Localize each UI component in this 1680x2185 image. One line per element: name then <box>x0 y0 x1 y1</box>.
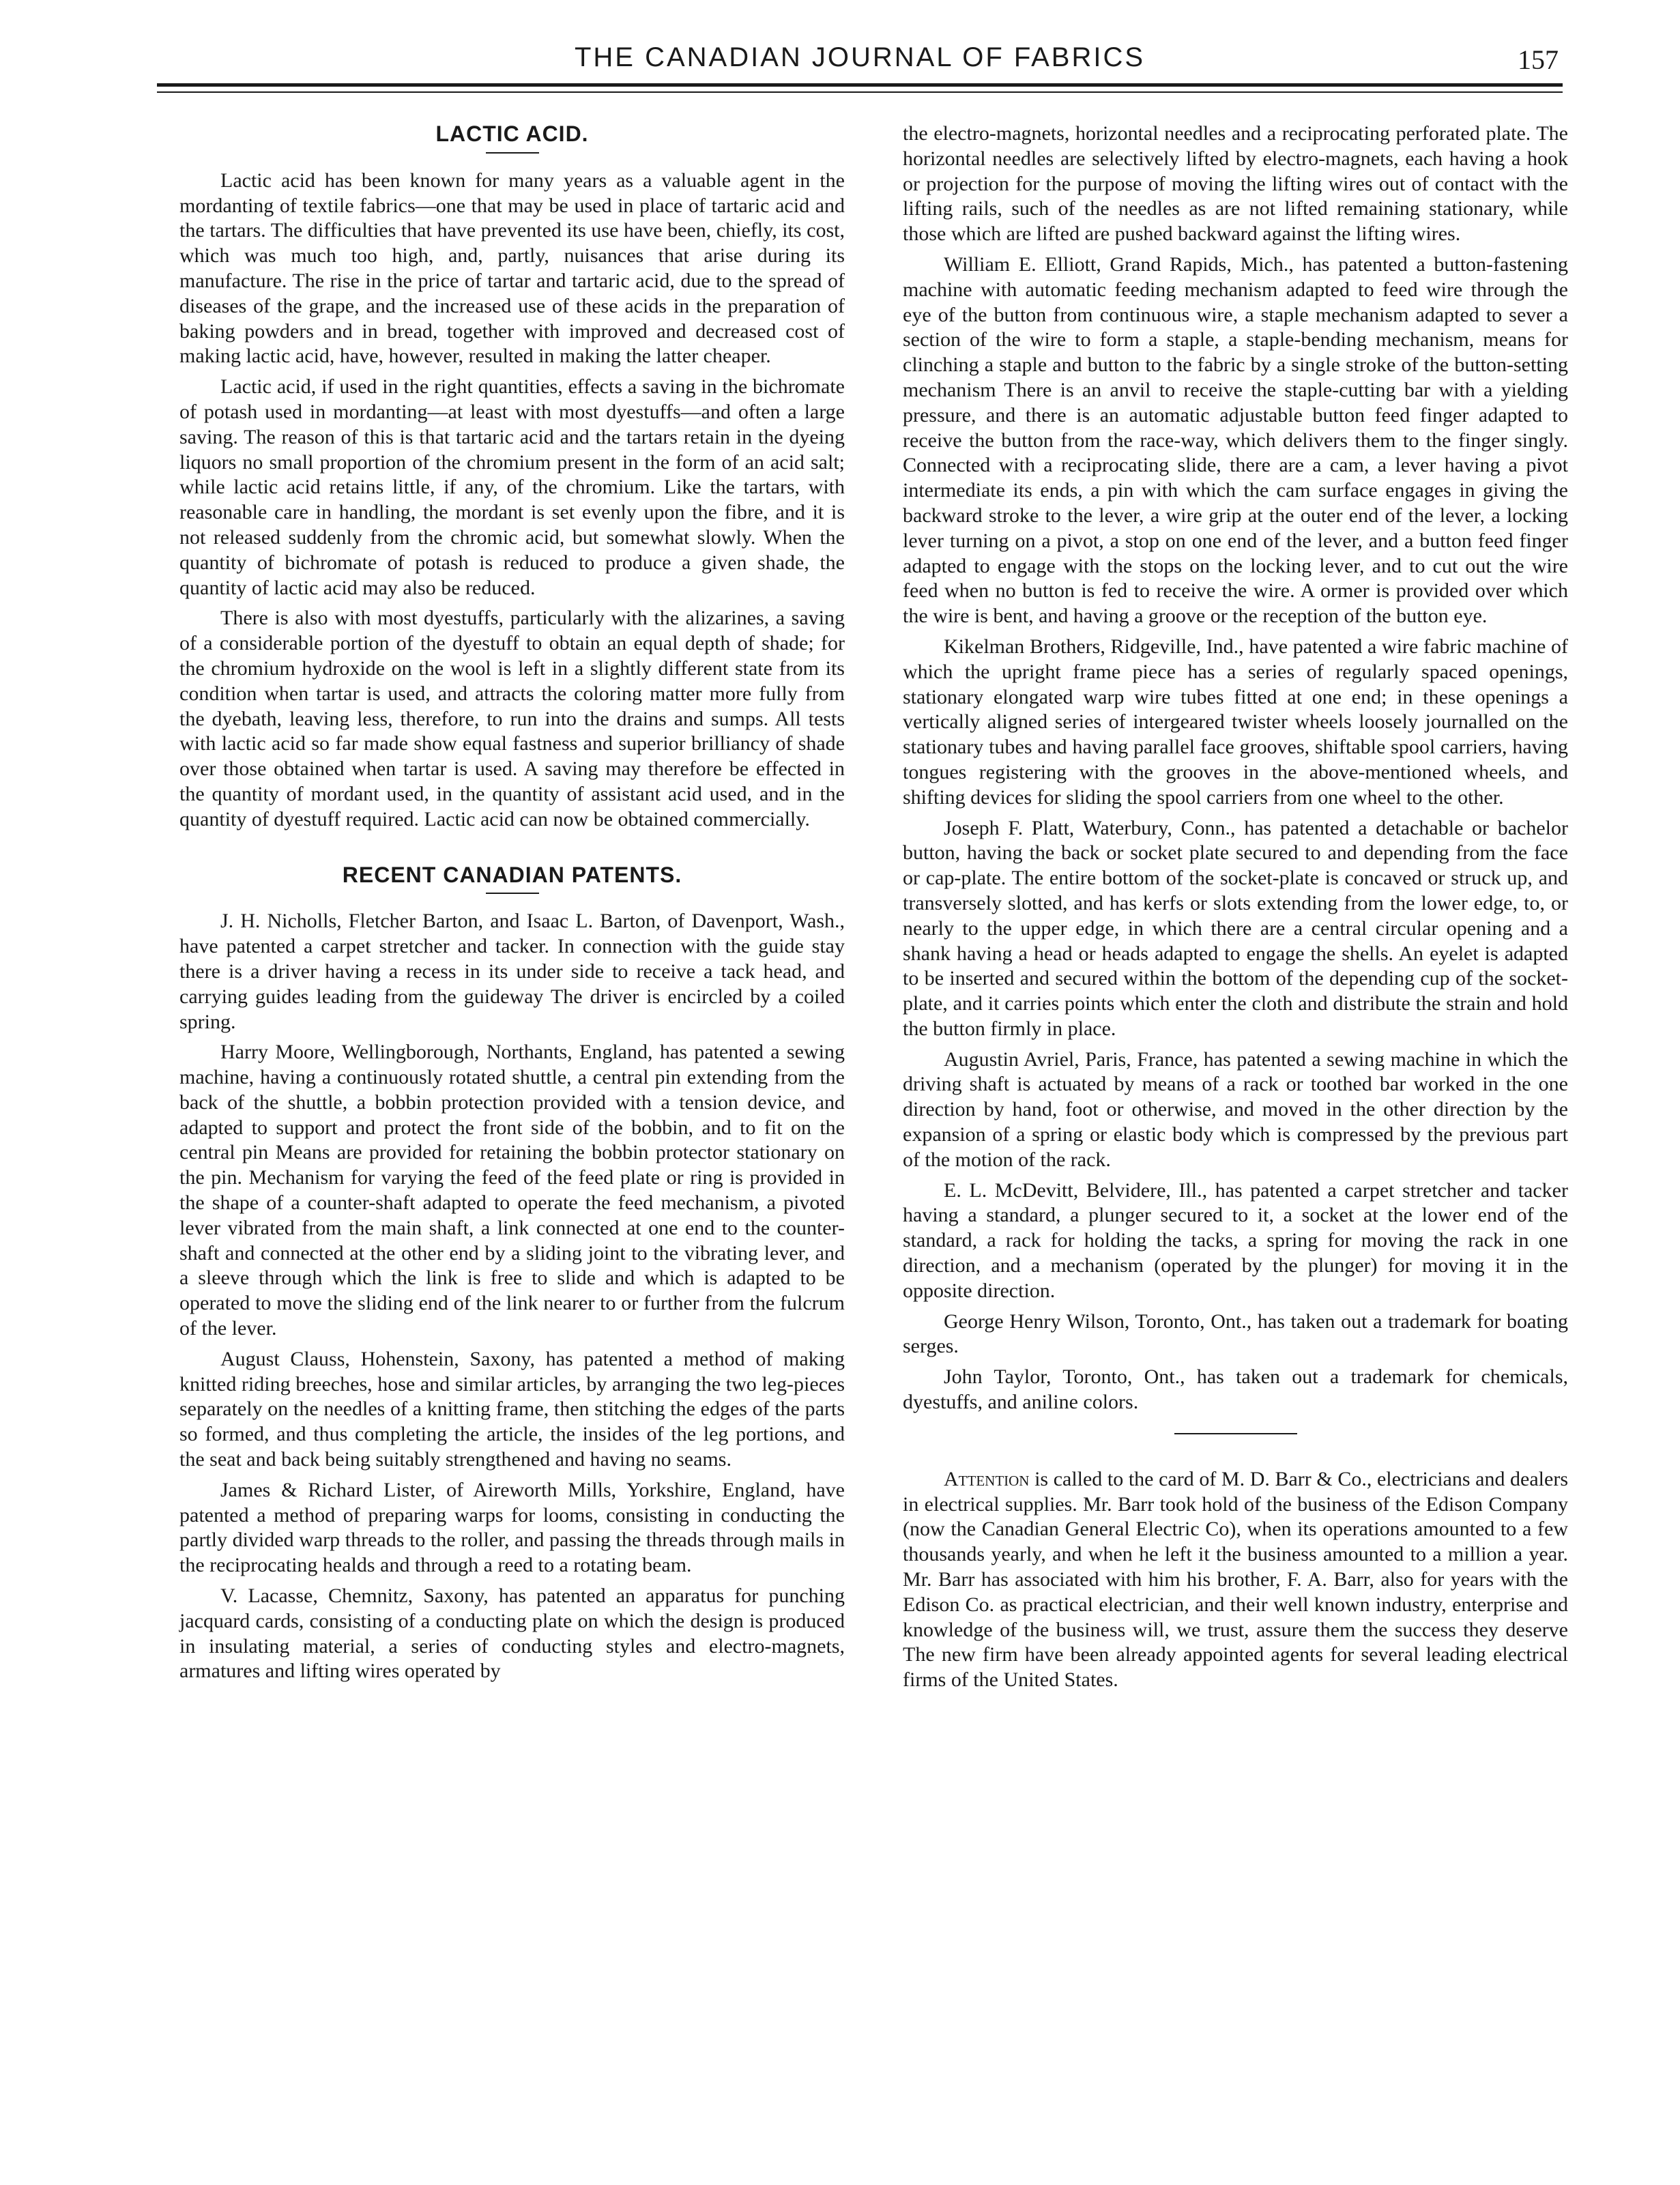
lactic-paragraph: Lactic acid has been known for many years as a valuable agent in the mordanting of textile fabrics—one that may be used in place of tartaric acid and the tartars. The difficulties that have prevented its use have been, chiefly, its cost, which was much too high, and, partly, nuisances that arise during its manufacture. The rise in the price of tartar and tartaric acid, due to the spread of diseases of the grape, and the increased use of these acids in the preparation of baking powders and in bread, together with improved and decreased cost of making lactic acid, have, however, resulted in making the latter cheaper. <box>179 169 845 368</box>
notice-lead: Attention <box>944 1467 1030 1490</box>
patent-paragraph: Kikelman Brothers, Ridgeville, Ind., have patented a wire fabric machine of which the upright frame piece has a series of regularly spaced openings, stationary elongated warp wire tubes fitted at one end; in these openings a vertically aligned series of intergeared twister wheels loosely journalled on the stationary tubes and having parallel face grooves, shiftable spool carriers, having tongues registering with the grooves in the above-mentioned wheels, and shifting devices for sliding the spool carriers from one wheel to the other. <box>903 635 1568 809</box>
header-rule-thick <box>157 83 1563 87</box>
lactic-paragraph: There is also with most dyestuffs, particularly with the alizarines, a saving of a considerable portion of the dyestuff to obtain an equal depth of shade; for the chromium hydroxide on the wool is left in a slightly different state from its condition when tartar is used, and attracts the coloring matter more fully from the dyebath, leaving less, therefore, to run into the drains and sumps. All tests with lactic acid so far made show equal fastness and superior brilliancy of shade over those obtained when tartar is used. A saving may therefore be effected in the quantity of mordant used, in the quantity of assistant acid used, and in the quantity of dyestuff required. Lactic acid can now be obtained commercially. <box>179 607 845 830</box>
patent-paragraph: V. Lacasse, Chemnitz, Saxony, has patented an apparatus for punching jacquard cards, consisting of a conducting plate on which the design is produced in insulating material, a series of conducting styles and electro-magnets, armatures and lifting wires operated by <box>179 1585 845 1683</box>
patent-paragraph: William E. Elliott, Grand Rapids, Mich., has patented a button-fastening machine with automatic feeding mechanism adapted to feed wire through the eye of the button from continuous wire, a staple mechanism adapted to sever a section of the wire to form a staple, a staple-bending mechanism, means for clinching a staple and button to the fabric by a single stroke of the button-setting mechanism There is an anvil to receive the staple-cutting bar with a yielding pressure, and there is an automatic adjustable button feed finger adapted to receive the button from the race-way, which delivers them to the finger singly. Connected with a reciprocating slide, there are a cam, a lever having a pivot intermediate its ends, a pin with which the cam surface engages in giving the backward stroke to the lever, a wire grip at the outer end of the lever, a locking lever turning on a pivot, a stop on one end of the lever, and a button feed finger adapted to engage with the stops on the locking lever, and to cut out the wire feed when no button is fed to receive the wire. A ormer is provided over which the wire is bent, and having a groove or the reception of the button eye. <box>903 252 1568 628</box>
patent-paragraph: E. L. McDevitt, Belvidere, Ill., has patented a carpet stretcher and tacker having a standard, a plunger secured to it, a socket at the lower end of the standard, a rack for holding the tacks, a spring for moving the rack in one direction, and a mechanism (operated by the plunger) for moving it in the opposite direction. <box>903 1178 1568 1302</box>
journal-title: THE CANADIAN JOURNAL OF FABRICS <box>574 42 1146 72</box>
patent-paragraph: Augustin Avriel, Paris, France, has patented a sewing machine in which the driving shaft is actuated by means of a rack or toothed bar worked in the one direction by hand, foot or otherwise, and moved in the other direction by the expansion of a spring or elastic body which is compressed by the previous part of the motion of the rack. <box>903 1047 1568 1171</box>
patent-paragraph: J. H. Nicholls, Fletcher Barton, and Isaac L. Barton, of Davenport, Wash., have patented a carpet stretcher and tacker. In connection with the guide stay there is a driver having a recess in its under side to receive a tack head, and carrying guides leading from the guideway The driver is encircled by a coiled spring. <box>179 910 845 1033</box>
left-column <box>179 121 845 1690</box>
page-number: 157 <box>1518 44 1559 75</box>
notice-paragraph <box>903 1467 1568 1693</box>
patent-paragraph: James & Richard Lister, of Aireworth Mills, Yorkshire, England, have patented a method of preparing warps for looms, consisting in conducting the partly divided warp threads to the roller, and passing the threads through mails in the reciprocating healds and through a reed to a rotating beam. <box>179 1478 845 1577</box>
patent-paragraph: George Henry Wilson, Toronto, Ont., has taken out a trademark for boating serges. <box>903 1309 1568 1358</box>
header-rule-thin <box>157 91 1563 93</box>
heading-divider <box>486 152 539 154</box>
lactic-acid-heading: LACTIC ACID. <box>435 121 589 146</box>
notice-text: is called to the card of M. D. Barr & Co., electricians and dealers in electrical supplies. Mr. Barr took hold of the business of the Edison Company (now the Canadian General Electric Co), when its operations amounted to a few thousands yearly, and when he left it the business amounted to a million a year. Mr. Barr has associated with him his brother, F. A. Barr, also for years with the Edison Co. as practical electrician, and their well known industry, enterprise and knowledge of the business will, we trust, assure them the success they deserve The new firm have been already appointed agents for several leading electrical firms of the United States. <box>903 1467 1568 1692</box>
patent-paragraph: August Clauss, Hohenstein, Saxony, has patented a method of making knitted riding breeches, hose and similar articles, by arranging the two leg-pieces separately on the needles of a knitting frame, then stitching the edges of the parts so formed, and thus completing the article, the insides of the leg portions, and the seat and back being suitably strengthened and having no seams. <box>179 1347 845 1471</box>
section-divider <box>1174 1433 1297 1434</box>
lactic-paragraph: Lactic acid, if used in the right quantities, effects a saving in the bichromate of potash used in mordanting—at least with most dyestuffs—and often a large saving. The reason of this is that tartaric acid and the tartars retain in the dyeing liquors no small proportion of the chromium present in the form of an acid salt; while lactic acid retains little, if any, of the chromium. Like the tartars, with reasonable care in handling, the mordant is set evenly upon the fibre, and it is not released suddenly from the chromic acid, but somewhat slowly. When the quantity of bichromate of potash is reduced to produce a given shade, the quantity of lactic acid may also be reduced. <box>179 375 845 599</box>
patent-paragraph: Harry Moore, Wellingborough, Northants, England, has patented a sewing machine, having a continuously rotated shuttle, a central pin extending from the back of the shuttle, a bobbin protection provided with a tension device, and adapted to support and protect the front side of the bobbin, and to fit on the central pin Means are provided for retaining the bobbin protector stationary on the pin. Mechanism for varying the feed of the feed plate or ring is provided in the shape of a counter-shaft adapted to operate the feed mechanism, a pivoted lever vibrated from the main shaft, a link connected at one end to the counter-shaft and connected at the other end by a sliding joint to the vibrating lever, and a sleeve through which the link is free to slide and which is adapted to be operated to move the sliding end of the link nearer to or further from the fulcrum of the lever. <box>179 1041 845 1340</box>
patent-paragraph-continued: the electro-magnets, horizontal needles and a reciprocating perforated plate. The horizontal needles are selectively lifted by electro-magnets, each having a hook or projection for the purpose of moving the lifting wires out of contact with the lifting rails, such of the needles as are not lifted remaining stationary, while those which are lifted are pushed backward against the lifting wires. <box>903 122 1568 246</box>
heading-divider <box>486 893 539 894</box>
right-column <box>903 121 1568 1698</box>
patent-paragraph: John Taylor, Toronto, Ont., has taken out a trademark for chemicals, dyestuffs, and aniline colors. <box>903 1365 1568 1414</box>
patents-heading: RECENT CANADIAN PATENTS. <box>342 862 682 887</box>
patent-paragraph: Joseph F. Platt, Waterbury, Conn., has patented a detachable or bachelor button, having the back or socket plate secured to and depending from the face or cap-plate. The entire bottom of the socket-plate is concaved or struck up, and transversely slotted, and has kerfs or slots extending from the lower edge, to, or nearly to the upper edge, in which there are a central circular opening and a shank having a head or heads adapted to engage the shells. An eyelet is adapted to be inserted and secured within the bottom of the depending cup of the socket-plate, and it carries points which enter the cloth and distribute the strain and hold the button firmly in place. <box>903 816 1568 1040</box>
page-header <box>157 42 1563 82</box>
